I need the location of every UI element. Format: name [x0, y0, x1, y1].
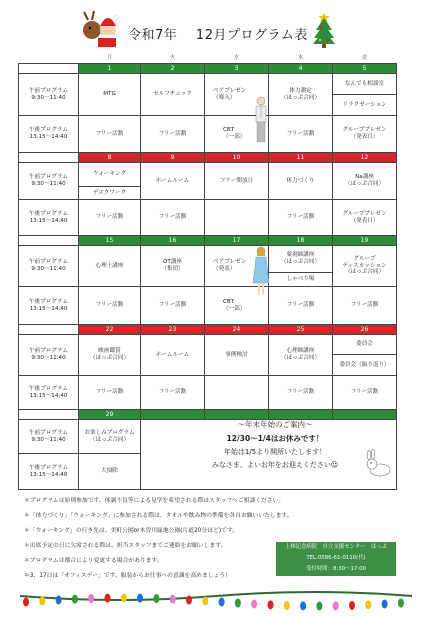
am-row-week1 [19, 74, 397, 116]
date-row-week3 [19, 236, 397, 246]
garland-bulb [219, 598, 225, 607]
date-cell: 23 [141, 325, 205, 335]
date-cell: 2 [141, 64, 205, 74]
title-era: 令和7年 [128, 28, 178, 43]
garland-bulb [316, 602, 322, 611]
garland-bulb [268, 600, 274, 609]
garland-bulb [72, 595, 78, 604]
program-cell: フリー活動 [333, 287, 397, 325]
garland-bulb [186, 596, 192, 605]
program-cell-split [79, 163, 141, 200]
program-cell: フリー活動 [141, 200, 205, 236]
note-item: ＊3、17日は「オフィスデー」です。服装からお仕事への意識を高めましょう！ [24, 573, 231, 579]
program-cell: フリー活動 [79, 200, 141, 236]
garland-bulb [349, 601, 355, 610]
program-cell: フリー活動 [79, 116, 141, 153]
program-cell: セルフチェック [141, 74, 205, 116]
date-cell: 10 [205, 153, 269, 163]
note-item: ＊「体力づくり」「ウォーキング」に参加される際は、タオルや飲み物の準備を各自お願いいたします。 [24, 513, 293, 519]
garland-bulb [137, 594, 143, 603]
garland-bulb [202, 596, 208, 605]
weekday-fri: 金 [361, 55, 368, 61]
note-item: ＊出席予定の日に欠席される際は、担当スタッフまでご連絡をお願いします。 [24, 543, 227, 549]
date-cell: 8 [79, 153, 141, 163]
program-cell: 大掃除 [79, 454, 141, 490]
program-cell: フリー活動 [269, 376, 333, 410]
garland-bulb [333, 601, 339, 610]
program-cell-bottom: 委員会（振り返り） [339, 361, 390, 368]
program-cell: フリー活動 [79, 287, 141, 325]
am-label: 午前プログラム 9:30～11:40 [19, 163, 79, 200]
date-cell: 25 [269, 325, 333, 335]
pm-row-week4 [19, 376, 397, 410]
date-cell: 12 [333, 153, 397, 163]
program-cell: フリー活動 [79, 376, 141, 410]
date-cell: 22 [79, 325, 141, 335]
program-cell: CBT （一部） [205, 287, 269, 325]
date-cell: 3 [205, 64, 269, 74]
weekday-thu: 木 [297, 55, 304, 61]
program-cell-bottom: しゃべり場 [286, 276, 315, 282]
am-row-week2 [19, 163, 397, 200]
program-cell: ホームルーム [141, 335, 205, 376]
garland-bulb [153, 594, 159, 603]
date-cell: 18 [269, 236, 333, 246]
program-cell: CBT （一部） [205, 116, 269, 153]
christmas-lights-garland [20, 590, 412, 612]
notice-closure: 12/30～1/4はお休みです！ [226, 434, 324, 443]
program-cell: フリー活動 [141, 376, 205, 410]
garland-bulb [39, 596, 45, 605]
program-cell: 心理士講座 [79, 246, 141, 287]
date-row-week2 [19, 153, 397, 163]
am-label: 午前プログラム 9:30～11:40 [19, 335, 79, 376]
notice-greeting: みなさま、よいお年をお迎えください☺ [211, 461, 339, 469]
garland-bulb [300, 601, 306, 610]
date-cell: 15 [79, 236, 141, 246]
program-cell: フリー活動 [333, 376, 397, 410]
date-cell: 1 [79, 64, 141, 74]
weekday-wed: 水 [233, 55, 240, 61]
pm-row-week1 [19, 116, 397, 153]
weekday-mon: 月 [106, 55, 113, 61]
am-label: 午前プログラム 9:30～11:40 [19, 246, 79, 287]
program-cell: フリー活動 [269, 200, 333, 236]
program-cell: OT講座 （集団） [141, 246, 205, 287]
garland-bulb [365, 600, 371, 609]
pm-label: 午後プログラム 13:15～14:40 [19, 454, 79, 490]
note-item: ＊「ウォーキング」の行き先は、美町公園or木曽川緑地公園(片道20分ほど)です。 [24, 528, 239, 534]
christmas-tree-illustration [312, 10, 336, 48]
header [0, 0, 432, 50]
garland-bulb [235, 599, 241, 608]
garland-bulb [284, 601, 290, 610]
center-hours: 受付時間：8:30～17:00 [306, 566, 366, 572]
date-cell: 5 [333, 64, 397, 74]
notice-reopen: 年始は1/5より開所いたします！ [223, 448, 327, 456]
date-row-week4 [19, 325, 397, 335]
center-tel: TEL:0586-61-0110(代) [306, 555, 366, 561]
garland-bulb [105, 594, 111, 603]
program-cell: 体力測定 （ほっぷ合同） [269, 74, 333, 116]
weekday-tue: 火 [169, 55, 176, 61]
santa-reindeer-illustration [78, 8, 122, 48]
program-cell: 事例検討 [205, 335, 269, 376]
date-cell: 11 [269, 153, 333, 163]
pm-row-week2 [19, 200, 397, 236]
program-cell: フリー活動 [269, 116, 333, 153]
garland-bulb [23, 598, 29, 607]
date-cell: 29 [79, 410, 141, 420]
date-cell: 24 [205, 325, 269, 335]
am-row-week4 [19, 335, 397, 376]
program-cell: ペアプレゼン （導入） [205, 74, 269, 116]
program-cell: MTG [79, 74, 141, 116]
notes-list [24, 494, 293, 584]
program-cell: 心理師講座 （ほっぷ合同） [269, 335, 333, 376]
program-cell-top: 薬剤師講座 （ほっぷ合同） [269, 246, 332, 273]
program-cell-top: なんでも相談室 [333, 74, 396, 95]
program-cell-empty [205, 376, 269, 410]
pm-label: 午後プログラム 13:15～14:40 [19, 200, 79, 236]
rabbit-illustration [362, 448, 392, 478]
center-name: 上林記念病院 自立支援センター ほっぷ [284, 544, 388, 550]
program-cell: グループプレゼン （発表日） [333, 200, 397, 236]
date-cell: 19 [333, 236, 397, 246]
program-cell: フリー活動 [269, 287, 333, 325]
program-cell-bottom: リラクゼーション [342, 101, 387, 108]
garland-bulb [170, 595, 176, 604]
garland-bulb [398, 599, 404, 608]
page-title [128, 24, 322, 43]
program-cell-empty [205, 200, 269, 236]
program-cell: グループプレゼン （発表日） [333, 116, 397, 153]
date-cell: 17 [205, 236, 269, 246]
program-cell-top: ウォーキング [79, 163, 140, 187]
program-cell-split [333, 74, 397, 116]
date-cell: 4 [269, 64, 333, 74]
am-row-week3 [19, 246, 397, 287]
am-label: 午前プログラム 9:30～11:40 [19, 420, 79, 454]
presenter-man-illustration [252, 96, 270, 146]
program-cell: Na講座 （ほっぷ合同） [333, 163, 397, 200]
center-info-box [276, 542, 396, 576]
am-label: 午前プログラム 9:30～11:40 [19, 74, 79, 116]
notice-heading: ～年末年始のご案内～ [237, 420, 313, 429]
garland-bulb [382, 600, 388, 609]
note-item: ＊プログラムは都合により変更する場合があります。 [24, 558, 163, 564]
date-cell: 16 [141, 236, 205, 246]
garland-bulb [56, 596, 62, 605]
program-cell: グループ ディスカッション （ほっぷ合同） [333, 246, 397, 287]
garland-bulb [88, 594, 94, 603]
holiday-notice [154, 417, 396, 481]
date-cell: 9 [141, 153, 205, 163]
program-cell-bottom: デスクワーク [92, 189, 127, 196]
program-cell: フリー活動 [141, 287, 205, 325]
date-cell: 26 [333, 325, 397, 335]
note-item: ＊プログラムは原則参加です。体調不良等による見学を希望される際はスタッフへご相談ください。 [24, 498, 285, 504]
program-cell: 映画鑑賞 （ほっぷ合同） [79, 335, 141, 376]
program-cell: ホームルーム [141, 163, 205, 200]
garland-bulb [251, 600, 257, 609]
pm-label: 午後プログラム 13:15～14:40 [19, 376, 79, 410]
program-cell: フリー開放日 [205, 163, 269, 200]
pm-label: 午後プログラム 13:15～14:40 [19, 116, 79, 153]
pm-label: 午後プログラム 13:15～14:40 [19, 287, 79, 325]
garland-bulb [121, 594, 127, 603]
date-row-week1 [19, 64, 397, 74]
pm-row-week3 [19, 287, 397, 325]
title-month: 12月プログラム表 [195, 28, 308, 43]
program-cell-split [333, 335, 397, 376]
program-cell: 体力づくり [269, 163, 333, 200]
program-cell: お楽しみプログラム （ほっぷ合同） [79, 420, 141, 454]
program-cell: ペアプレゼン （発表） [205, 246, 269, 287]
presenter-woman-illustration [252, 246, 270, 298]
program-cell: フリー活動 [141, 116, 205, 153]
program-cell-top: 委員会 [333, 335, 396, 355]
program-cell-split [269, 246, 333, 287]
weekday-header-row [19, 54, 397, 64]
